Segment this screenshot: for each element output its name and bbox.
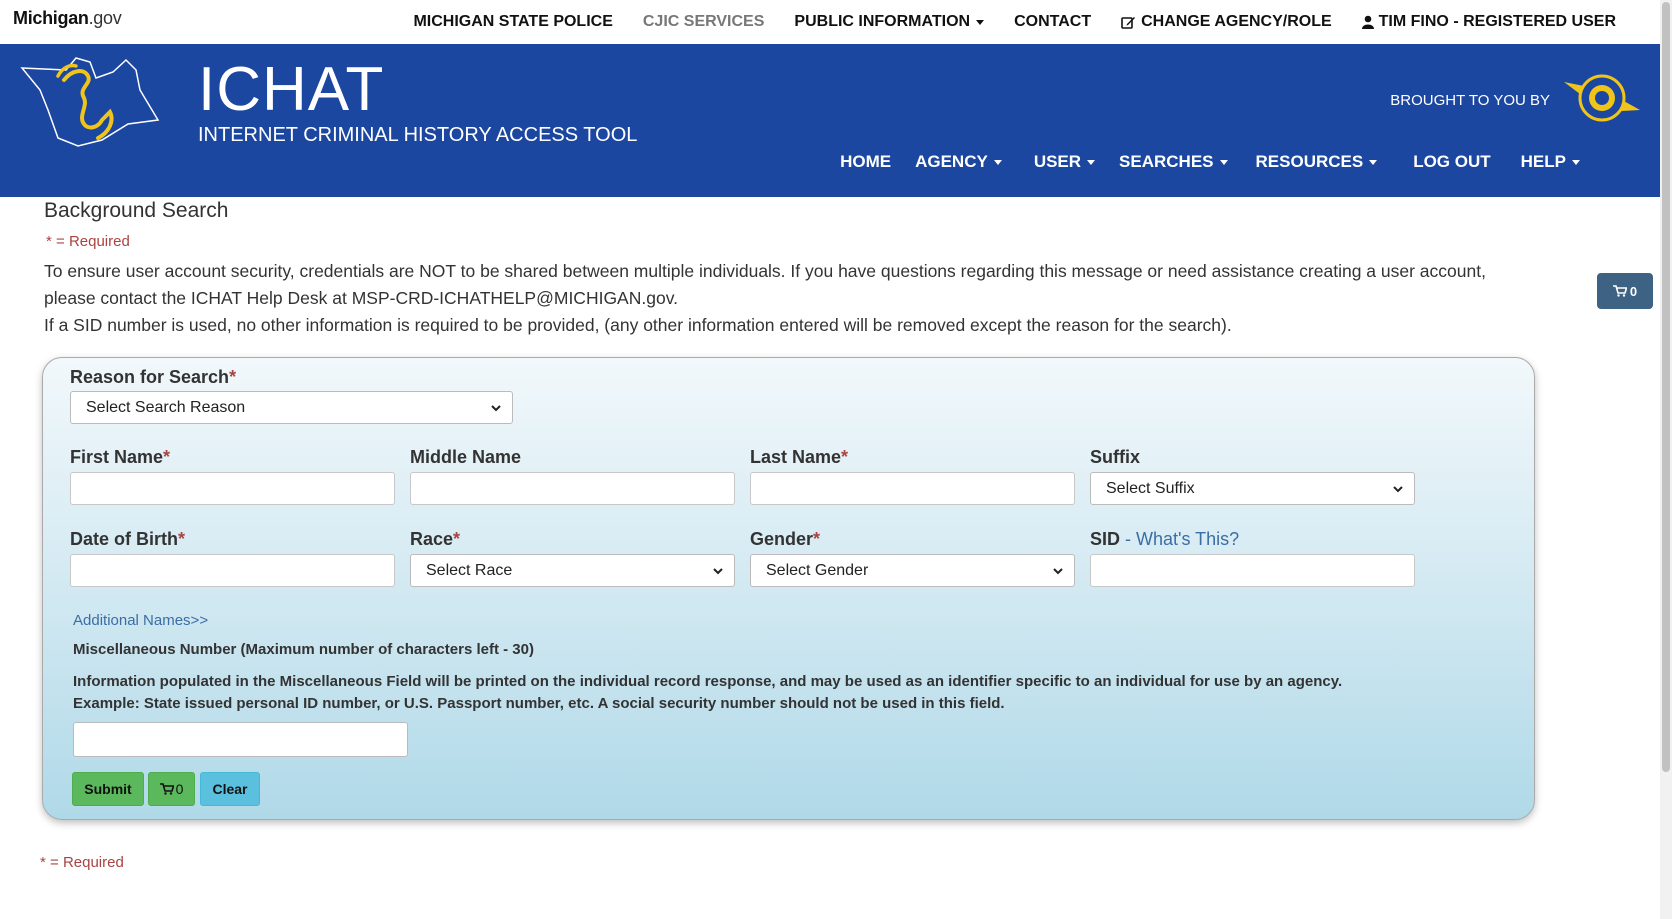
topnav-label: TIM FINO - REGISTERED USER — [1378, 13, 1616, 30]
required-note-text: = Required — [50, 854, 124, 871]
msp-badge-icon — [1564, 70, 1640, 126]
caret-down-icon — [1087, 160, 1095, 165]
required-star: * — [813, 529, 821, 549]
label-text: First Name — [70, 447, 164, 467]
nav-label: HELP — [1520, 152, 1566, 171]
chevron-down-icon — [490, 402, 502, 414]
reason-label — [70, 367, 236, 388]
app-subtitle: INTERNET CRIMINAL HISTORY ACCESS TOOL — [198, 124, 638, 146]
label-text: Middle Name — [410, 447, 522, 467]
topnav-label: PUBLIC INFORMATION — [794, 13, 971, 30]
caret-down-icon — [1220, 160, 1228, 165]
nav-label: AGENCY — [915, 152, 988, 171]
middle-name-label — [410, 447, 521, 468]
floating-cart-button[interactable] — [1597, 273, 1653, 309]
nav-label: USER — [1033, 152, 1082, 171]
security-message — [44, 258, 1624, 339]
first-name-label — [70, 447, 170, 468]
label-text: Race — [410, 529, 454, 549]
topnav-cjic-services[interactable] — [643, 13, 765, 31]
race-label — [410, 529, 460, 550]
required-star: * — [46, 233, 52, 250]
select-value: Select Race — [426, 561, 513, 579]
dob-label — [70, 529, 185, 550]
topnav-public-information[interactable] — [794, 13, 984, 31]
michigan-map-icon — [18, 50, 168, 150]
message-line: please contact the ICHAT Help Desk at MSP-CRD-ICHATHELP@MICHIGAN.gov. — [44, 288, 679, 308]
user-icon — [1362, 15, 1374, 29]
michigan-gov-logo[interactable] — [13, 8, 121, 29]
top-nav — [383, 0, 1616, 44]
info-line: Example: State issued personal ID number, or U.S. Passport number, etc. A social security number should not be used in this field. — [73, 695, 1005, 712]
chevron-down-icon — [712, 565, 724, 577]
reason-select[interactable] — [70, 391, 513, 424]
scrollbar-thumb[interactable] — [1662, 2, 1670, 772]
nav-searches[interactable] — [1119, 152, 1227, 172]
topnav-label: CJIC SERVICES — [642, 13, 765, 30]
last-name-input[interactable] — [750, 472, 1075, 505]
required-star: * — [40, 854, 46, 871]
topnav-label: CONTACT — [1014, 13, 1092, 30]
app-title: ICHAT — [198, 55, 385, 124]
nav-help[interactable] — [1521, 152, 1580, 172]
nav-log-out[interactable] — [1413, 152, 1490, 172]
label-text: Suffix — [1090, 447, 1141, 467]
required-note — [46, 233, 130, 250]
select-value: Select Suffix — [1106, 479, 1195, 497]
top-utility-bar — [0, 0, 1660, 44]
topnav-label: MICHIGAN STATE POLICE — [413, 13, 613, 30]
logo-gov-text: .gov — [88, 8, 122, 28]
suffix-select[interactable] — [1090, 472, 1415, 505]
caret-down-icon — [1369, 160, 1377, 165]
message-line: To ensure user account security, credentials are NOT to be shared between multiple individuals. If you have questions regarding this message or need assistance creating a user account, — [44, 261, 1486, 281]
required-note-text: = Required — [56, 233, 130, 250]
topnav-contact[interactable] — [1014, 13, 1091, 31]
misc-number-textarea[interactable] — [73, 722, 408, 757]
label-text: SID — [1090, 529, 1121, 549]
suffix-label — [1090, 447, 1140, 468]
header-banner — [0, 44, 1660, 197]
background-search-form — [42, 357, 1535, 820]
select-value: Select Gender — [766, 561, 869, 579]
chevron-down-icon — [1392, 483, 1404, 495]
nav-label: HOME — [840, 152, 892, 171]
cart-button[interactable] — [148, 772, 195, 806]
last-name-label — [750, 447, 848, 468]
nav-agency[interactable] — [915, 152, 1002, 172]
dob-input[interactable] — [70, 554, 395, 587]
submit-button[interactable]: Submit — [72, 772, 144, 806]
cart-count: 0 — [1629, 283, 1638, 299]
middle-name-input[interactable] — [410, 472, 735, 505]
cart-count: 0 — [175, 781, 184, 797]
required-note-bottom — [40, 854, 124, 871]
select-value: Select Search Reason — [86, 398, 246, 416]
first-name-input[interactable] — [70, 472, 395, 505]
label-text: Gender — [750, 529, 814, 549]
whats-this-link[interactable]: - What's This? — [1125, 529, 1240, 549]
edit-icon — [1121, 15, 1136, 29]
main-nav — [816, 152, 1580, 172]
nav-label: RESOURCES — [1255, 152, 1364, 171]
sid-input[interactable] — [1090, 554, 1415, 587]
logo-main-text: Michigan — [13, 8, 89, 28]
page-title: Background Search — [44, 199, 229, 222]
label-text: Reason for Search — [70, 367, 230, 387]
message-line: If a SID number is used, no other information is required to be provided, (any other information entered will be removed except the reason for the search). — [44, 315, 1232, 335]
required-star: * — [453, 529, 461, 549]
cart-icon — [1613, 285, 1627, 297]
misc-number-label: Miscellaneous Number (Maximum number of characters left - 30) — [73, 641, 534, 658]
label-text: Date of Birth — [70, 529, 178, 549]
brought-to-you-by: BROUGHT TO YOU BY — [1390, 92, 1550, 109]
race-select[interactable] — [410, 554, 735, 587]
required-star: * — [163, 447, 171, 467]
topnav-label: CHANGE AGENCY/ROLE — [1141, 13, 1332, 30]
nav-resources[interactable] — [1256, 152, 1378, 172]
required-star: * — [229, 367, 237, 387]
additional-names-link[interactable]: Additional Names>> — [73, 612, 209, 629]
label-text: Last Name — [750, 447, 842, 467]
nav-label: SEARCHES — [1119, 152, 1214, 171]
required-star: * — [178, 529, 186, 549]
clear-button[interactable]: Clear — [200, 772, 260, 806]
nav-user[interactable] — [1034, 152, 1095, 172]
required-star: * — [841, 447, 849, 467]
topnav-michigan-state-police[interactable] — [413, 13, 612, 31]
topnav-user[interactable] — [1362, 13, 1616, 31]
page-scrollbar[interactable] — [1660, 0, 1672, 919]
caret-down-icon — [994, 160, 1002, 165]
nav-home[interactable] — [840, 152, 891, 172]
nav-label: LOG OUT — [1413, 152, 1491, 171]
sid-label — [1090, 529, 1239, 550]
caret-down-icon — [1572, 160, 1580, 165]
chevron-down-icon — [1052, 565, 1064, 577]
gender-label — [750, 529, 820, 550]
gender-select[interactable] — [750, 554, 1075, 587]
info-line: Information populated in the Miscellaneous Field will be printed on the individual record response, and may be used as an identifier specific to an individual for use by an agency. — [73, 673, 1343, 690]
topnav-change-agency-role[interactable] — [1121, 13, 1332, 31]
caret-down-icon — [976, 20, 984, 25]
cart-icon — [160, 783, 174, 795]
misc-info-text — [73, 671, 1342, 715]
